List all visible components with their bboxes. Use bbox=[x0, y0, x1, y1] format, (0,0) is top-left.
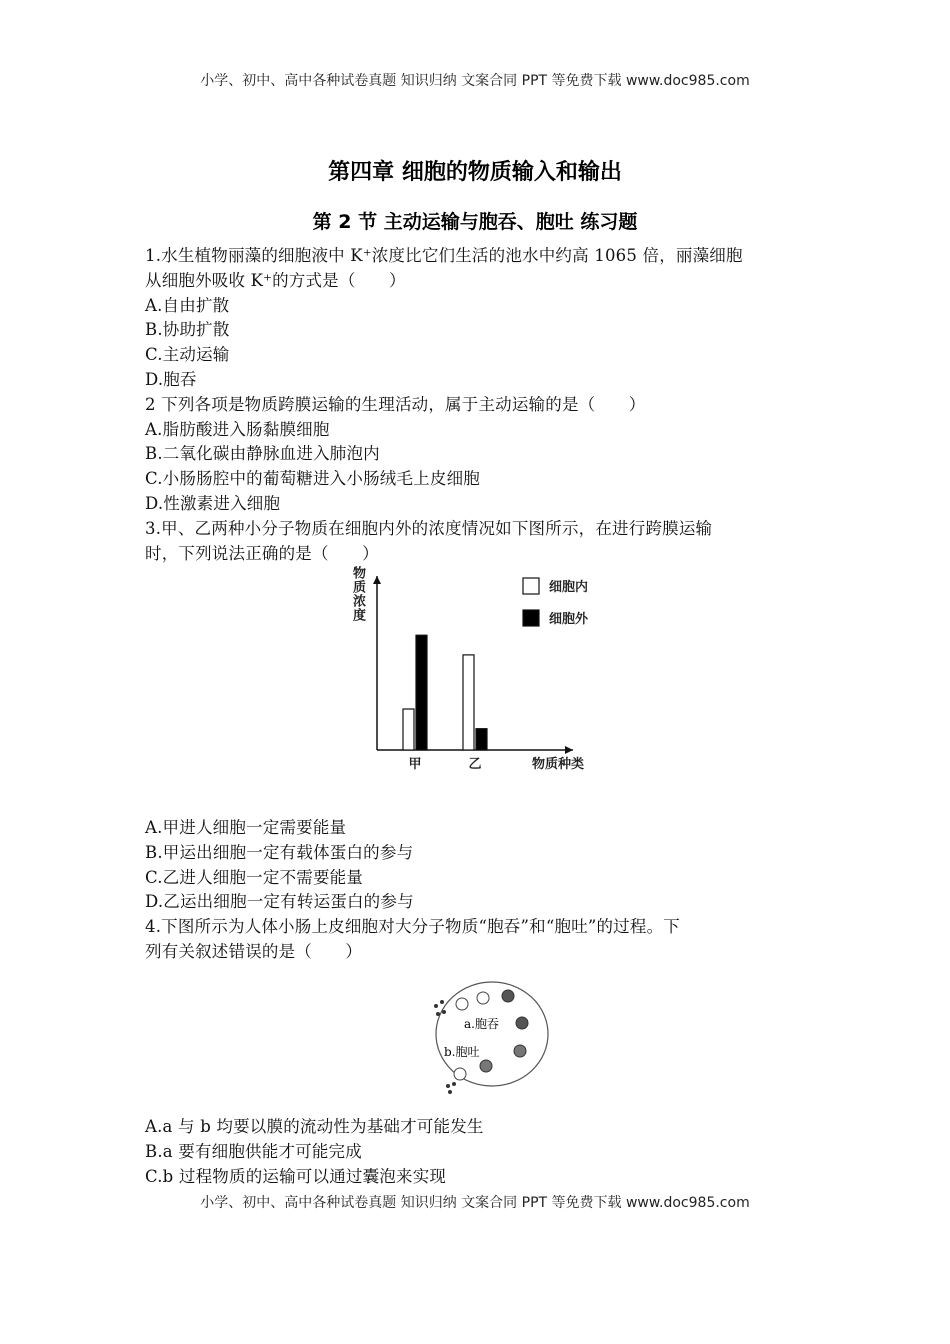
vesicle bbox=[514, 1045, 526, 1057]
chapter-title: 第四章 细胞的物质输入和输出 bbox=[328, 160, 622, 185]
section-title: 第 2 节 主动运输与胞吞、胞吐 练习题 bbox=[312, 211, 638, 233]
text-line: A.自由扩散 bbox=[145, 295, 230, 315]
text-line: C.b 过程物质的运输可以通过囊泡来实现 bbox=[145, 1166, 447, 1186]
endocytosis-exocytosis-diagram bbox=[420, 962, 560, 1102]
text-line: B.二氧化碳由静脉血进入肺泡内 bbox=[145, 444, 380, 464]
legend-swatch bbox=[523, 578, 539, 594]
text-line: 从细胞外吸收 K⁺的方式是（ ） bbox=[145, 270, 406, 290]
text-line: B.a 要有细胞供能才可能完成 bbox=[145, 1141, 362, 1161]
x-tick-label: 甲 bbox=[408, 757, 422, 772]
text-line: C.乙进人细胞一定不需要能量 bbox=[145, 867, 364, 887]
vesicle bbox=[502, 990, 514, 1002]
bar-甲-细胞内 bbox=[403, 709, 414, 750]
vesicle bbox=[480, 1060, 492, 1072]
vesicle bbox=[454, 1068, 466, 1080]
legend-label: 细胞外 bbox=[549, 612, 589, 627]
y-axis-label: 物质浓度 bbox=[350, 566, 365, 622]
text-line: C.小肠肠腔中的葡萄糖进入小肠绒毛上皮细胞 bbox=[145, 469, 480, 489]
text-line: A.脂肪酸进入肠黏膜细胞 bbox=[145, 419, 330, 439]
text-line: D.乙运出细胞一定有转运蛋白的参与 bbox=[145, 892, 414, 912]
text-line: 时，下列说法正确的是（ ） bbox=[145, 543, 379, 563]
text-line: B.协助扩散 bbox=[145, 320, 230, 340]
vesicle bbox=[516, 1017, 528, 1029]
y-axis-arrow bbox=[373, 576, 381, 584]
text-line: D.性激素进入细胞 bbox=[145, 494, 281, 513]
text-line: 1.水生植物丽藻的细胞液中 K⁺浓度比它们生活的池水中约高 1065 倍，丽藻细胞 bbox=[145, 246, 743, 265]
x-tick-label: 乙 bbox=[468, 757, 482, 772]
text-line: 3.甲、乙两种小分子物质在细胞内外的浓度情况如下图所示，在进行跨膜运输 bbox=[145, 518, 713, 538]
cell-membrane bbox=[436, 982, 548, 1086]
text-line: 2 下列各项是物质跨膜运输的生理活动，属于主动运输的是（ ） bbox=[145, 394, 646, 414]
page-header: 小学、初中、高中各种试卷真题 知识归纳 文案合同 PPT 等免费下载 www.doc985.com bbox=[200, 73, 750, 89]
legend-swatch bbox=[523, 610, 539, 626]
text-line: C.主动运输 bbox=[145, 345, 230, 365]
x-axis-label: 物质种类 bbox=[532, 757, 585, 772]
legend-label: 细胞内 bbox=[549, 580, 589, 595]
bar-乙-细胞外 bbox=[476, 729, 487, 750]
concentration-bar-chart bbox=[340, 562, 620, 782]
text-line: B.甲运出细胞一定有载体蛋白的参与 bbox=[145, 842, 414, 862]
page-footer: 小学、初中、高中各种试卷真题 知识归纳 文案合同 PPT 等免费下载 www.doc985.com bbox=[200, 1195, 750, 1211]
vesicle bbox=[456, 998, 468, 1010]
text-line: 4.下图所示为人体小肠上皮细胞对大分子物质“胞吞”和“胞吐”的过程。下 bbox=[145, 917, 680, 937]
text-line: A.甲进人细胞一定需要能量 bbox=[145, 818, 347, 837]
label-b: b.胞吐 bbox=[444, 1045, 480, 1059]
x-axis-arrow bbox=[565, 746, 573, 754]
text-line: 列有关叙述错误的是（ ） bbox=[145, 942, 363, 961]
text-line: A.a 与 b 均要以膜的流动性为基础才可能发生 bbox=[145, 1117, 484, 1136]
text-line: D.胞吞 bbox=[145, 370, 197, 389]
bar-乙-细胞内 bbox=[463, 655, 474, 750]
label-a: a.胞吞 bbox=[464, 1017, 499, 1031]
vesicle bbox=[477, 992, 489, 1004]
bar-甲-细胞外 bbox=[416, 635, 427, 750]
